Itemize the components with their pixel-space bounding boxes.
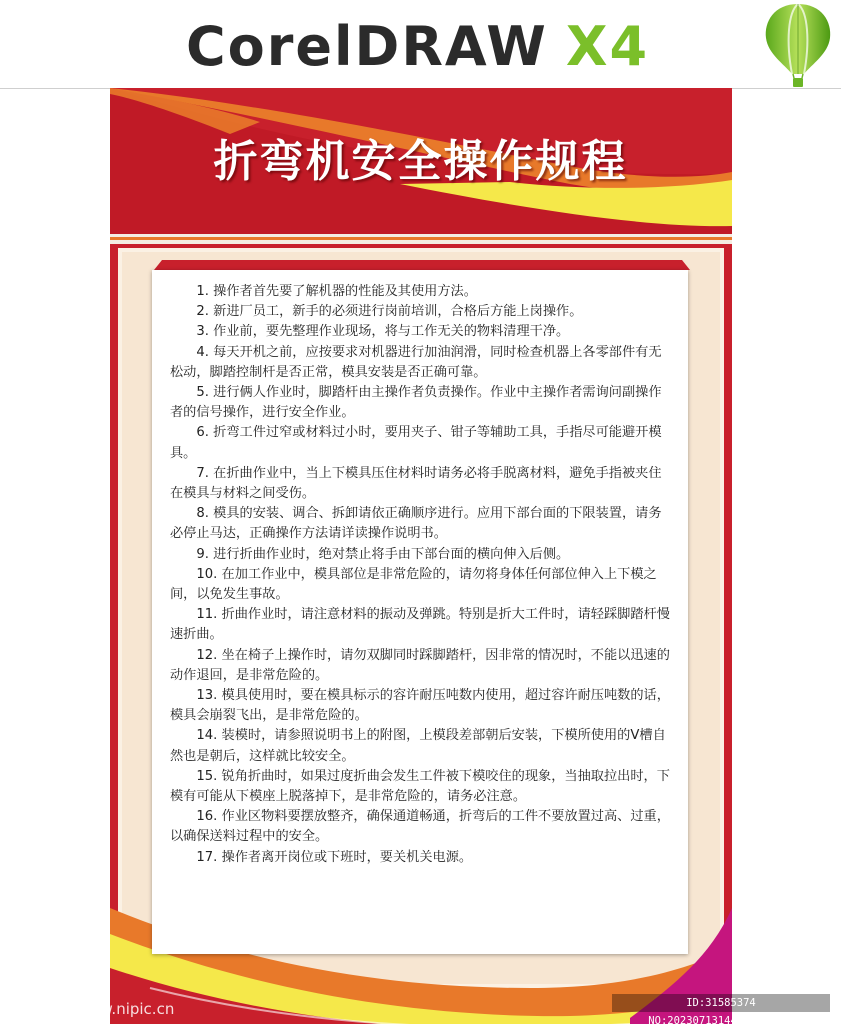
poster-title: 折弯机安全操作规程 xyxy=(213,136,628,187)
rule-item: 6. 折弯工件过窄或材料过小时，要用夹子、钳子等辅助工具，手指尽可能避开模具。 xyxy=(170,425,662,461)
brand-name: CorelDRAW xyxy=(186,15,548,78)
rule-item: 12. 坐在椅子上操作时，请勿双脚同时踩脚踏杆，因非常的情况时，不能以迅速的动作退回，是非常危险的。 xyxy=(170,647,670,683)
rule-item: 9. 进行折曲作业时，绝对禁止将手由下部台面的横向伸入后侧。 xyxy=(196,546,570,562)
rules-list xyxy=(170,282,670,868)
rule-item: 17. 操作者离开岗位或下班时，要关机关电源。 xyxy=(196,849,473,865)
rule-item: 3. 作业前，要先整理作业现场，将与工作无关的物料清理干净。 xyxy=(196,324,570,340)
top-bar xyxy=(0,0,841,89)
rule-item: 14. 装模时，请参照说明书上的附图，上模段差部朝后安装，下模所使用的V槽自然也是朝后，这样就比较安全。 xyxy=(170,728,666,764)
rule-item: 8. 模具的安装、调合、拆卸请依正确顺序进行。应用下部台面的下限装置，请务必停止马达，正确操作方法请详读操作说明书。 xyxy=(170,506,662,542)
image-id-watermark: ID:31585374 NO:20230713144433056100 xyxy=(612,994,830,1012)
rule-item: 13. 模具使用时，要在模具标示的容许耐压吨数内使用，超过容许耐压吨数的话，模具会崩裂飞出，是非常危险的。 xyxy=(170,688,670,724)
brand-wordmark xyxy=(186,14,649,80)
site-watermark xyxy=(14,994,174,1020)
rule-item: 4. 每天开机之前，应按要求对机器进行加油润滑，同时检查机器上各零部件有无松动，脚踏控制杆是否正常，模具安装是否正确可靠。 xyxy=(170,344,662,380)
rule-item: 2. 新进厂员工，新手的必须进行岗前培训，合格后方能上岗操作。 xyxy=(196,304,583,320)
brand-version: X4 xyxy=(565,15,650,78)
rule-item: 11. 折曲作业时，请注意材料的振动及弹跳。特别是折大工件时，请轻踩脚踏杆慢速折曲。 xyxy=(170,607,670,643)
site-url: www.nipic.cn xyxy=(76,1000,175,1018)
rule-item: 15. 锐角折曲时，如果过度折曲会发生工件被下模咬住的现象，当抽取拉出时，下模有可能从下模座上脱落掉下，是非常危险的，请务必注意。 xyxy=(170,768,670,805)
rule-item: 5. 进行俩人作业时，脚踏杆由主操作者负责操作。作业中主操作者需询问副操作者的信号操作，进行安全作业。 xyxy=(170,385,662,421)
rule-item: 16. 作业区物料要摆放整齐，确保通道畅通，折弯后的工件不要放置过高、过重，以确保送料过程中的安全。 xyxy=(170,809,670,845)
rule-item: 10. 在加工作业中，模具部位是非常危险的，请勿将身体任何部位伸入上下模之间，以免发生事故。 xyxy=(170,566,657,603)
hot-air-balloon-icon xyxy=(762,2,834,92)
site-name: 昵享网 xyxy=(14,998,68,1019)
rule-item: 1. 操作者首先要了解机器的性能及其使用方法。 xyxy=(196,284,477,299)
rule-item: 7. 在折曲作业中，当上下模具压住材料时请务必将手脱离材料，避免手指被夹住在模具与材料之间受伤。 xyxy=(170,465,662,502)
